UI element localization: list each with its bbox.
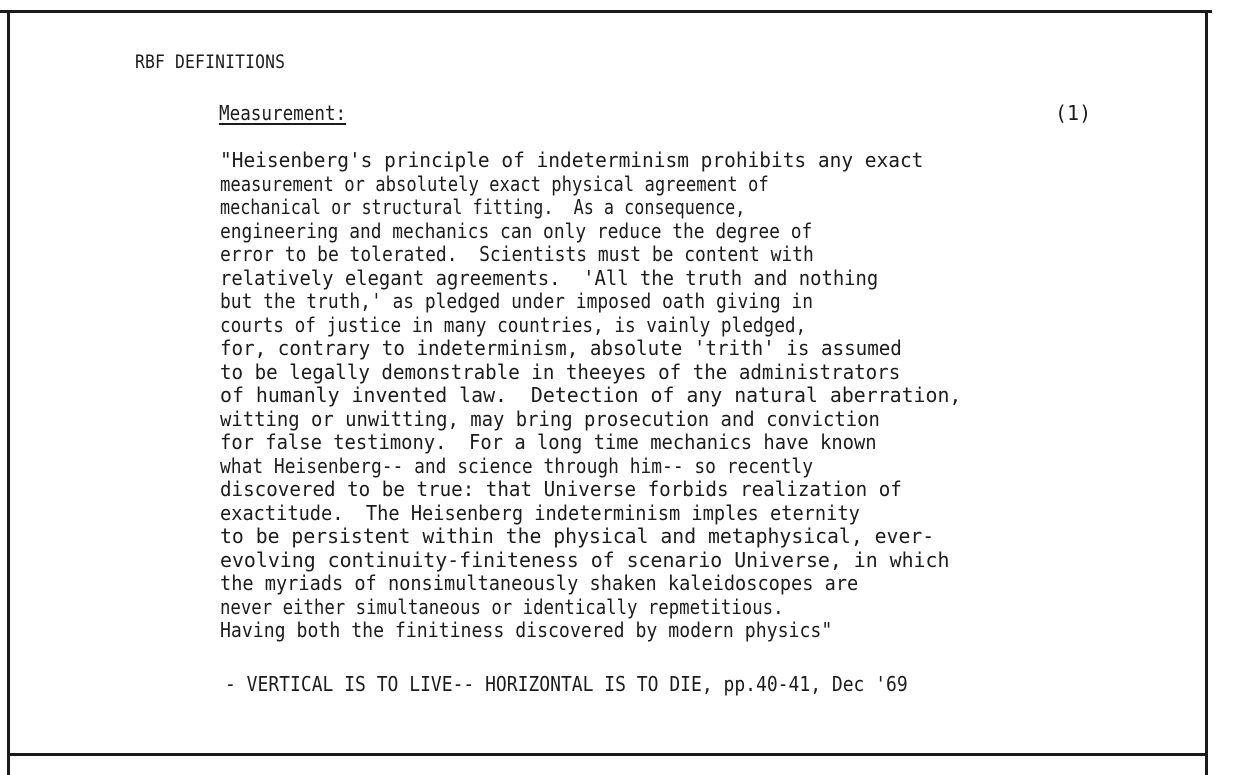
citation: - VERTICAL IS TO LIVE-- HORIZONTAL IS TO DIE, pp.40-41, Dec '69	[225, 672, 908, 696]
definition-quote	[220, 149, 1090, 643]
quote-line: engineering and mechanics can only reduce the degree of	[220, 218, 813, 243]
page-title: RBF DEFINITIONS	[135, 51, 286, 73]
card-right-border	[1205, 10, 1208, 775]
quote-line: to be persistent within the physical and metaphysical, ever-	[220, 524, 935, 548]
quote-line: evolving continuity-finiteness of scenario Universe, in which	[220, 547, 950, 572]
quote-line: what Heisenberg-- and science through him-- so recently	[220, 453, 813, 478]
definition-term-label: Measurement	[219, 101, 336, 125]
quote-line: courts of justice in many countries, is vainly pledged,	[220, 312, 807, 337]
page-number: (1)	[1055, 101, 1092, 125]
quote-line: of humanly invented law. Detection of any natural aberration,	[220, 383, 962, 407]
quote-line: mechanical or structural fitting. As a consequence,	[220, 195, 746, 219]
quote-line: for, contrary to indeterminism, absolute 'trith' is assumed	[220, 336, 902, 360]
quote-line: but the truth,' as pledged under imposed oath giving in	[220, 289, 813, 313]
quote-line: to be legally demonstrable in theeyes of the administrators	[220, 359, 901, 384]
quote-line: error to be tolerated. Scientists must be content with	[220, 242, 814, 266]
card-top-border	[0, 10, 1212, 13]
definition-term-colon: :	[335, 101, 347, 125]
quote-line: the myriads of nonsimultaneously shaken kaleidoscopes are	[220, 571, 859, 595]
quote-line: exactitude. The Heisenberg indeterminism imples eternity	[220, 500, 860, 525]
card-bottom-border	[7, 753, 1208, 756]
quote-line: witting or unwitting, may bring prosecution and conviction	[220, 406, 880, 431]
quote-line: Having both the finitiness discovered by modern physics"	[220, 618, 833, 642]
quote-line: never either simultaneous or identically repmetitious.	[220, 594, 784, 619]
quote-line: for false testimony. For a long time mechanics have known	[220, 430, 877, 454]
quote-line: measurement or absolutely exact physical agreement of	[220, 171, 769, 196]
definition-term	[219, 101, 346, 125]
card-left-border	[7, 10, 10, 775]
quote-line: discovered to be true: that Universe forbids realization of	[220, 477, 902, 501]
quote-line: relatively elegant agreements. 'All the truth and nothing	[220, 265, 879, 290]
quote-line: "Heisenberg's principle of indeterminism prohibits any exact	[220, 148, 924, 172]
